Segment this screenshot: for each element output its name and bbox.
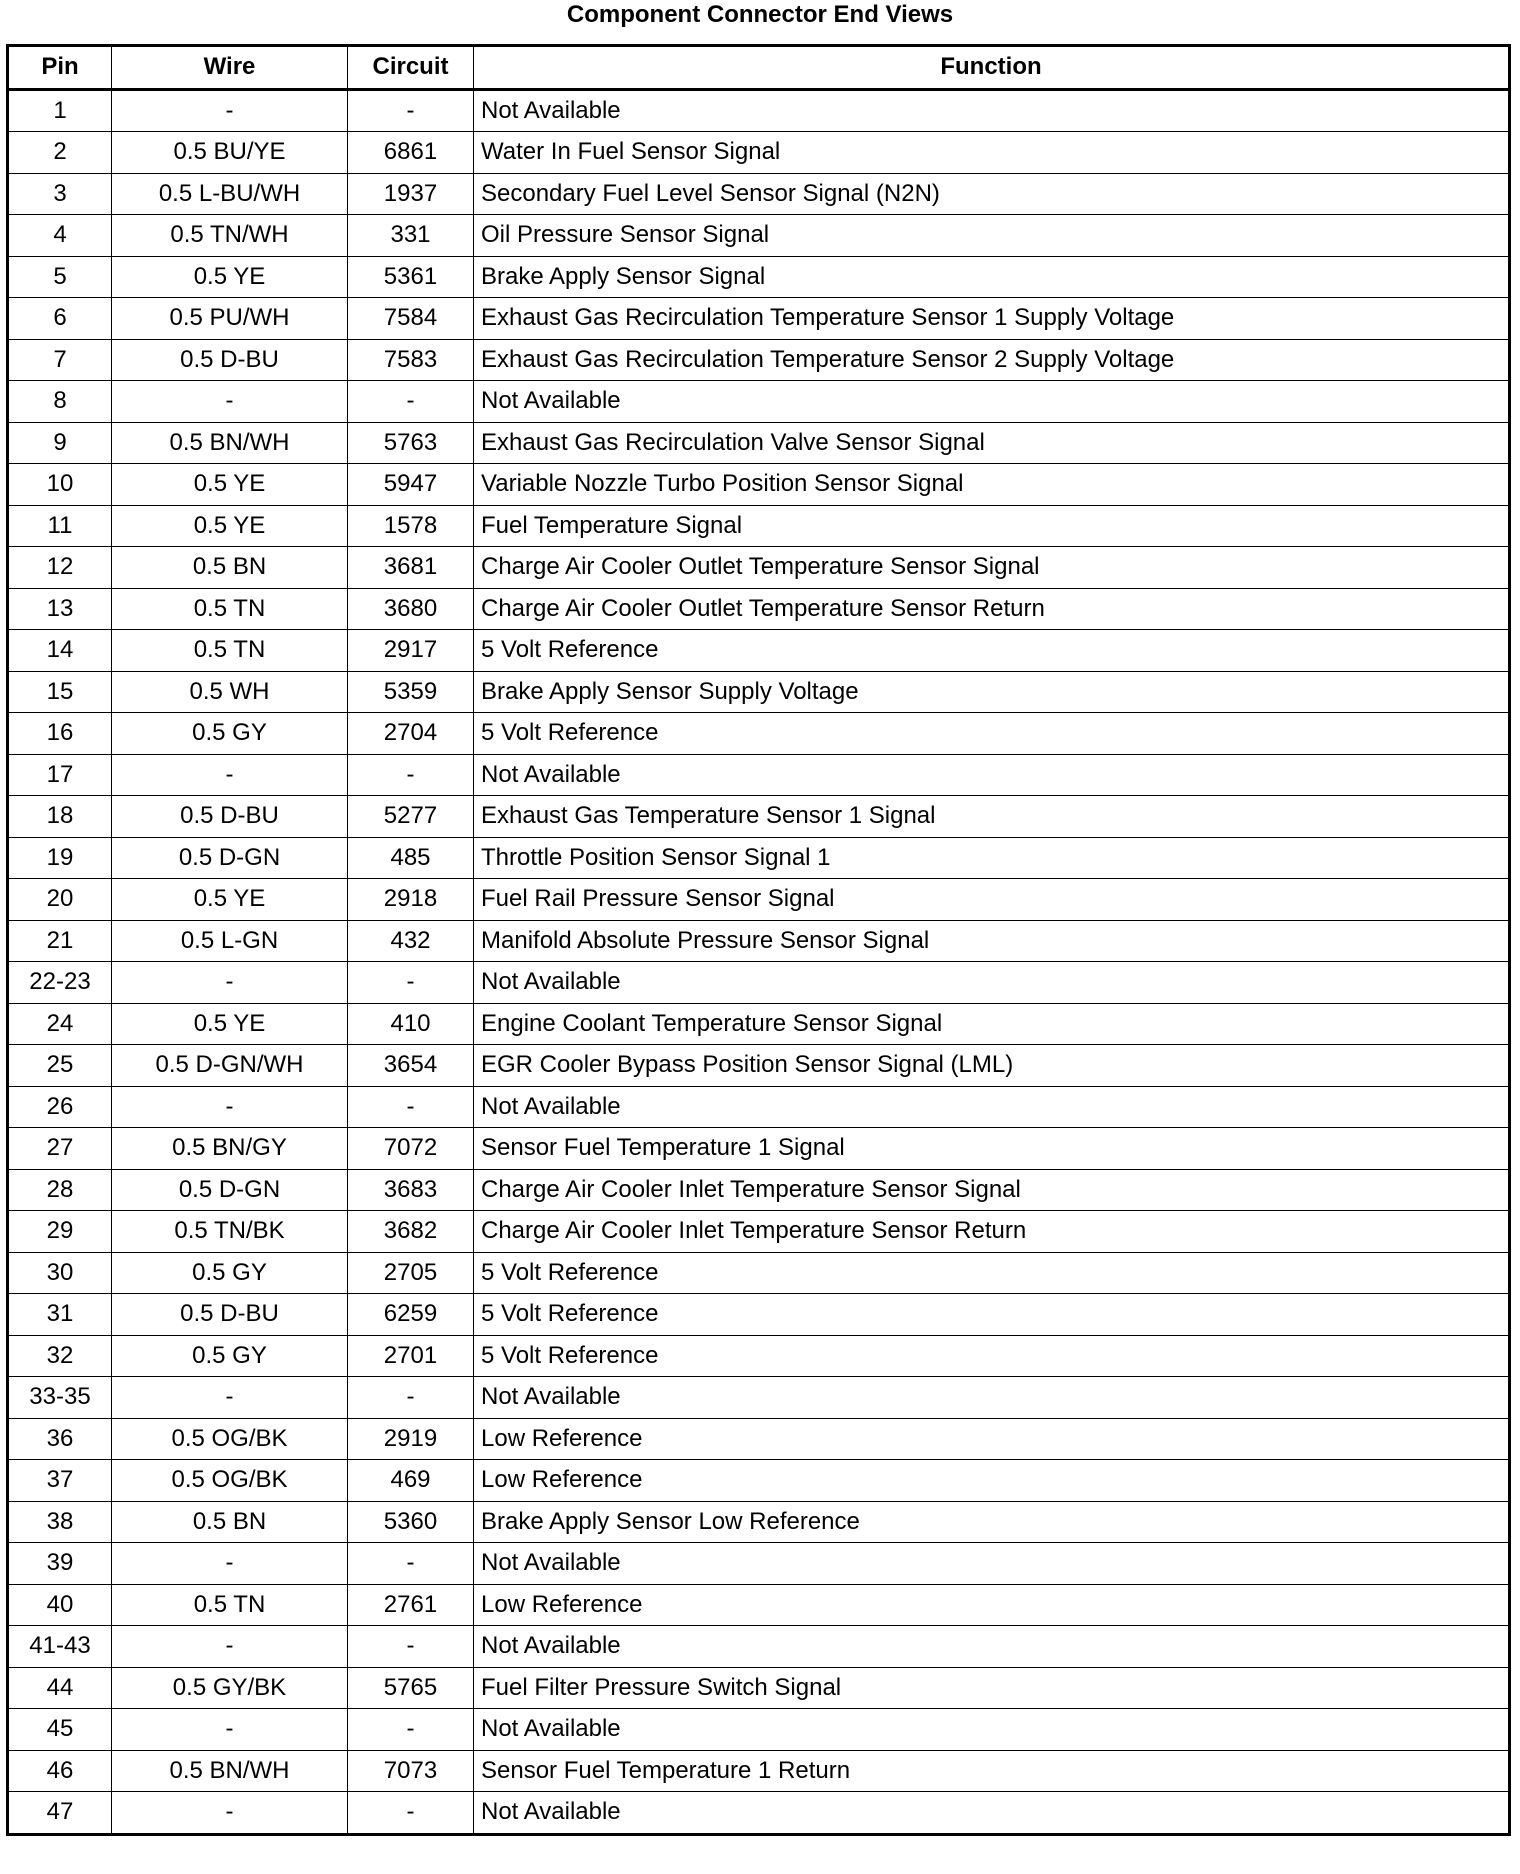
cell-wire: - bbox=[112, 89, 348, 132]
cell-circuit: 3683 bbox=[348, 1169, 474, 1211]
cell-function: Not Available bbox=[474, 1377, 1510, 1419]
cell-circuit: 2919 bbox=[348, 1418, 474, 1460]
cell-function: Charge Air Cooler Inlet Temperature Sensor Signal bbox=[474, 1169, 1510, 1211]
cell-function: Engine Coolant Temperature Sensor Signal bbox=[474, 1003, 1510, 1045]
table-row bbox=[8, 754, 1510, 796]
table-row bbox=[8, 920, 1510, 962]
cell-pin: 36 bbox=[8, 1418, 112, 1460]
cell-circuit: - bbox=[348, 754, 474, 796]
cell-wire: 0.5 YE bbox=[112, 879, 348, 921]
cell-circuit: 2705 bbox=[348, 1252, 474, 1294]
cell-pin: 37 bbox=[8, 1460, 112, 1502]
cell-function: Fuel Rail Pressure Sensor Signal bbox=[474, 879, 1510, 921]
table-row bbox=[8, 1211, 1510, 1253]
table-row bbox=[8, 256, 1510, 298]
cell-pin: 32 bbox=[8, 1335, 112, 1377]
cell-pin: 44 bbox=[8, 1667, 112, 1709]
cell-function: Not Available bbox=[474, 1543, 1510, 1585]
cell-pin: 18 bbox=[8, 796, 112, 838]
cell-wire: 0.5 OG/BK bbox=[112, 1418, 348, 1460]
cell-pin: 2 bbox=[8, 132, 112, 174]
cell-wire: 0.5 BN/WH bbox=[112, 1750, 348, 1792]
table-row bbox=[8, 630, 1510, 672]
table-row bbox=[8, 1377, 1510, 1419]
header-wire: Wire bbox=[112, 46, 348, 90]
table-row bbox=[8, 464, 1510, 506]
cell-wire: 0.5 GY/BK bbox=[112, 1667, 348, 1709]
cell-circuit: 410 bbox=[348, 1003, 474, 1045]
table-row bbox=[8, 1335, 1510, 1377]
cell-circuit: 5361 bbox=[348, 256, 474, 298]
table-row bbox=[8, 962, 1510, 1004]
table-row bbox=[8, 1709, 1510, 1751]
cell-pin: 7 bbox=[8, 339, 112, 381]
cell-function: Oil Pressure Sensor Signal bbox=[474, 215, 1510, 257]
cell-circuit: 7073 bbox=[348, 1750, 474, 1792]
cell-circuit: 6259 bbox=[348, 1294, 474, 1336]
cell-circuit: - bbox=[348, 381, 474, 423]
cell-function: Exhaust Gas Recirculation Temperature Sensor 1 Supply Voltage bbox=[474, 298, 1510, 340]
table-row bbox=[8, 1086, 1510, 1128]
cell-function: Not Available bbox=[474, 754, 1510, 796]
cell-circuit: 2701 bbox=[348, 1335, 474, 1377]
cell-pin: 3 bbox=[8, 173, 112, 215]
cell-wire: 0.5 BU/YE bbox=[112, 132, 348, 174]
cell-wire: 0.5 GY bbox=[112, 1252, 348, 1294]
cell-wire: 0.5 YE bbox=[112, 505, 348, 547]
cell-circuit: 6861 bbox=[348, 132, 474, 174]
cell-circuit: - bbox=[348, 1709, 474, 1751]
cell-circuit: 3682 bbox=[348, 1211, 474, 1253]
cell-function: 5 Volt Reference bbox=[474, 1335, 1510, 1377]
cell-function: Fuel Filter Pressure Switch Signal bbox=[474, 1667, 1510, 1709]
cell-circuit: 469 bbox=[348, 1460, 474, 1502]
cell-function: Brake Apply Sensor Low Reference bbox=[474, 1501, 1510, 1543]
cell-pin: 19 bbox=[8, 837, 112, 879]
cell-wire: 0.5 D-BU bbox=[112, 796, 348, 838]
table-row bbox=[8, 1584, 1510, 1626]
cell-circuit: 5360 bbox=[348, 1501, 474, 1543]
cell-circuit: 2704 bbox=[348, 713, 474, 755]
cell-wire: 0.5 D-GN/WH bbox=[112, 1045, 348, 1087]
header-function: Function bbox=[474, 46, 1510, 90]
cell-function: Variable Nozzle Turbo Position Sensor Signal bbox=[474, 464, 1510, 506]
cell-wire: 0.5 D-BU bbox=[112, 339, 348, 381]
cell-wire: 0.5 WH bbox=[112, 671, 348, 713]
cell-wire: - bbox=[112, 381, 348, 423]
cell-pin: 4 bbox=[8, 215, 112, 257]
cell-function: Not Available bbox=[474, 1086, 1510, 1128]
cell-wire: 0.5 D-BU bbox=[112, 1294, 348, 1336]
cell-wire: 0.5 BN bbox=[112, 547, 348, 589]
table-body bbox=[8, 89, 1510, 1834]
cell-circuit: 331 bbox=[348, 215, 474, 257]
document-title: Component Connector End Views bbox=[566, 1, 954, 28]
cell-circuit: 5765 bbox=[348, 1667, 474, 1709]
cell-wire: - bbox=[112, 1626, 348, 1668]
cell-pin: 9 bbox=[8, 422, 112, 464]
cell-function: Not Available bbox=[474, 1792, 1510, 1835]
cell-circuit: - bbox=[348, 1792, 474, 1835]
cell-function: Not Available bbox=[474, 89, 1510, 132]
table-row bbox=[8, 879, 1510, 921]
cell-pin: 8 bbox=[8, 381, 112, 423]
cell-pin: 25 bbox=[8, 1045, 112, 1087]
cell-wire: 0.5 L-GN bbox=[112, 920, 348, 962]
cell-wire: 0.5 TN bbox=[112, 1584, 348, 1626]
cell-circuit: 432 bbox=[348, 920, 474, 962]
cell-pin: 38 bbox=[8, 1501, 112, 1543]
cell-wire: 0.5 D-GN bbox=[112, 1169, 348, 1211]
cell-wire: 0.5 TN/BK bbox=[112, 1211, 348, 1253]
cell-circuit: 3680 bbox=[348, 588, 474, 630]
cell-wire: - bbox=[112, 1709, 348, 1751]
cell-function: Exhaust Gas Recirculation Valve Sensor Signal bbox=[474, 422, 1510, 464]
cell-wire: - bbox=[112, 754, 348, 796]
cell-circuit: 485 bbox=[348, 837, 474, 879]
cell-circuit: 1937 bbox=[348, 173, 474, 215]
table-row bbox=[8, 422, 1510, 464]
cell-pin: 47 bbox=[8, 1792, 112, 1835]
cell-pin: 46 bbox=[8, 1750, 112, 1792]
table-row bbox=[8, 215, 1510, 257]
table-row bbox=[8, 173, 1510, 215]
cell-function: Exhaust Gas Temperature Sensor 1 Signal bbox=[474, 796, 1510, 838]
cell-pin: 13 bbox=[8, 588, 112, 630]
cell-pin: 6 bbox=[8, 298, 112, 340]
cell-wire: - bbox=[112, 1543, 348, 1585]
table-row bbox=[8, 1501, 1510, 1543]
cell-wire: 0.5 BN bbox=[112, 1501, 348, 1543]
cell-function: Not Available bbox=[474, 962, 1510, 1004]
table-row bbox=[8, 1045, 1510, 1087]
table-row bbox=[8, 1418, 1510, 1460]
table-row bbox=[8, 132, 1510, 174]
cell-function: 5 Volt Reference bbox=[474, 630, 1510, 672]
cell-function: Fuel Temperature Signal bbox=[474, 505, 1510, 547]
table-row bbox=[8, 796, 1510, 838]
cell-function: Low Reference bbox=[474, 1418, 1510, 1460]
cell-function: Not Available bbox=[474, 381, 1510, 423]
table-row bbox=[8, 1294, 1510, 1336]
cell-function: Not Available bbox=[474, 1626, 1510, 1668]
cell-circuit: 3681 bbox=[348, 547, 474, 589]
cell-wire: - bbox=[112, 962, 348, 1004]
cell-function: 5 Volt Reference bbox=[474, 1252, 1510, 1294]
cell-pin: 14 bbox=[8, 630, 112, 672]
table-row bbox=[8, 1792, 1510, 1835]
cell-circuit: 5763 bbox=[348, 422, 474, 464]
cell-pin: 10 bbox=[8, 464, 112, 506]
cell-pin: 29 bbox=[8, 1211, 112, 1253]
table-row bbox=[8, 1128, 1510, 1170]
table-row bbox=[8, 588, 1510, 630]
table-row bbox=[8, 339, 1510, 381]
cell-circuit: - bbox=[348, 1543, 474, 1585]
cell-pin: 5 bbox=[8, 256, 112, 298]
cell-circuit: 7584 bbox=[348, 298, 474, 340]
cell-function: Charge Air Cooler Outlet Temperature Sensor Return bbox=[474, 588, 1510, 630]
cell-pin: 33-35 bbox=[8, 1377, 112, 1419]
table-row bbox=[8, 713, 1510, 755]
table-row bbox=[8, 1252, 1510, 1294]
cell-wire: - bbox=[112, 1377, 348, 1419]
table-header-row bbox=[8, 46, 1510, 90]
cell-circuit: - bbox=[348, 962, 474, 1004]
cell-function: Exhaust Gas Recirculation Temperature Sensor 2 Supply Voltage bbox=[474, 339, 1510, 381]
cell-pin: 21 bbox=[8, 920, 112, 962]
cell-circuit: 7072 bbox=[348, 1128, 474, 1170]
cell-wire: 0.5 L-BU/WH bbox=[112, 173, 348, 215]
cell-function: Sensor Fuel Temperature 1 Return bbox=[474, 1750, 1510, 1792]
table-row bbox=[8, 1003, 1510, 1045]
table-row bbox=[8, 1460, 1510, 1502]
cell-pin: 41-43 bbox=[8, 1626, 112, 1668]
connector-pin-table bbox=[6, 44, 1511, 1836]
cell-function: Low Reference bbox=[474, 1584, 1510, 1626]
cell-circuit: 7583 bbox=[348, 339, 474, 381]
cell-function: Secondary Fuel Level Sensor Signal (N2N) bbox=[474, 173, 1510, 215]
table-row bbox=[8, 505, 1510, 547]
cell-pin: 17 bbox=[8, 754, 112, 796]
cell-wire: 0.5 TN/WH bbox=[112, 215, 348, 257]
cell-circuit: 2761 bbox=[348, 1584, 474, 1626]
cell-wire: 0.5 PU/WH bbox=[112, 298, 348, 340]
table-row bbox=[8, 671, 1510, 713]
cell-wire: 0.5 YE bbox=[112, 256, 348, 298]
cell-wire: 0.5 YE bbox=[112, 464, 348, 506]
cell-wire: 0.5 GY bbox=[112, 713, 348, 755]
cell-circuit: 1578 bbox=[348, 505, 474, 547]
table-row bbox=[8, 1667, 1510, 1709]
cell-function: Brake Apply Sensor Supply Voltage bbox=[474, 671, 1510, 713]
cell-pin: 11 bbox=[8, 505, 112, 547]
cell-function: Throttle Position Sensor Signal 1 bbox=[474, 837, 1510, 879]
cell-pin: 27 bbox=[8, 1128, 112, 1170]
cell-function: EGR Cooler Bypass Position Sensor Signal (LML) bbox=[474, 1045, 1510, 1087]
cell-pin: 15 bbox=[8, 671, 112, 713]
header-pin: Pin bbox=[8, 46, 112, 90]
cell-circuit: - bbox=[348, 1086, 474, 1128]
cell-circuit: - bbox=[348, 1377, 474, 1419]
cell-pin: 26 bbox=[8, 1086, 112, 1128]
cell-function: Not Available bbox=[474, 1709, 1510, 1751]
cell-function: Low Reference bbox=[474, 1460, 1510, 1502]
cell-wire: 0.5 BN/WH bbox=[112, 422, 348, 464]
cell-pin: 45 bbox=[8, 1709, 112, 1751]
cell-wire: 0.5 BN/GY bbox=[112, 1128, 348, 1170]
cell-pin: 22-23 bbox=[8, 962, 112, 1004]
table-row bbox=[8, 837, 1510, 879]
table-row bbox=[8, 1543, 1510, 1585]
table-row bbox=[8, 547, 1510, 589]
cell-circuit: 2918 bbox=[348, 879, 474, 921]
table-row bbox=[8, 381, 1510, 423]
cell-pin: 40 bbox=[8, 1584, 112, 1626]
table-row bbox=[8, 298, 1510, 340]
cell-pin: 31 bbox=[8, 1294, 112, 1336]
cell-wire: - bbox=[112, 1792, 348, 1835]
cell-function: Sensor Fuel Temperature 1 Signal bbox=[474, 1128, 1510, 1170]
cell-circuit: 5277 bbox=[348, 796, 474, 838]
cell-pin: 28 bbox=[8, 1169, 112, 1211]
cell-function: 5 Volt Reference bbox=[474, 1294, 1510, 1336]
cell-wire: 0.5 TN bbox=[112, 630, 348, 672]
cell-wire: - bbox=[112, 1086, 348, 1128]
cell-circuit: - bbox=[348, 1626, 474, 1668]
cell-circuit: 5359 bbox=[348, 671, 474, 713]
cell-pin: 30 bbox=[8, 1252, 112, 1294]
cell-pin: 24 bbox=[8, 1003, 112, 1045]
cell-function: Water In Fuel Sensor Signal bbox=[474, 132, 1510, 174]
cell-circuit: 2917 bbox=[348, 630, 474, 672]
cell-function: 5 Volt Reference bbox=[474, 713, 1510, 755]
cell-wire: 0.5 OG/BK bbox=[112, 1460, 348, 1502]
cell-function: Brake Apply Sensor Signal bbox=[474, 256, 1510, 298]
cell-circuit: - bbox=[348, 89, 474, 132]
cell-pin: 1 bbox=[8, 89, 112, 132]
table-row bbox=[8, 1750, 1510, 1792]
cell-pin: 20 bbox=[8, 879, 112, 921]
cell-pin: 39 bbox=[8, 1543, 112, 1585]
table-row bbox=[8, 1169, 1510, 1211]
cell-wire: 0.5 YE bbox=[112, 1003, 348, 1045]
cell-pin: 16 bbox=[8, 713, 112, 755]
header-circuit: Circuit bbox=[348, 46, 474, 90]
cell-circuit: 3654 bbox=[348, 1045, 474, 1087]
cell-wire: 0.5 D-GN bbox=[112, 837, 348, 879]
cell-function: Charge Air Cooler Outlet Temperature Sensor Signal bbox=[474, 547, 1510, 589]
cell-pin: 12 bbox=[8, 547, 112, 589]
cell-wire: 0.5 TN bbox=[112, 588, 348, 630]
cell-wire: 0.5 GY bbox=[112, 1335, 348, 1377]
cell-function: Manifold Absolute Pressure Sensor Signal bbox=[474, 920, 1510, 962]
cell-circuit: 5947 bbox=[348, 464, 474, 506]
table-row bbox=[8, 1626, 1510, 1668]
cell-function: Charge Air Cooler Inlet Temperature Sensor Return bbox=[474, 1211, 1510, 1253]
table-row bbox=[8, 89, 1510, 132]
